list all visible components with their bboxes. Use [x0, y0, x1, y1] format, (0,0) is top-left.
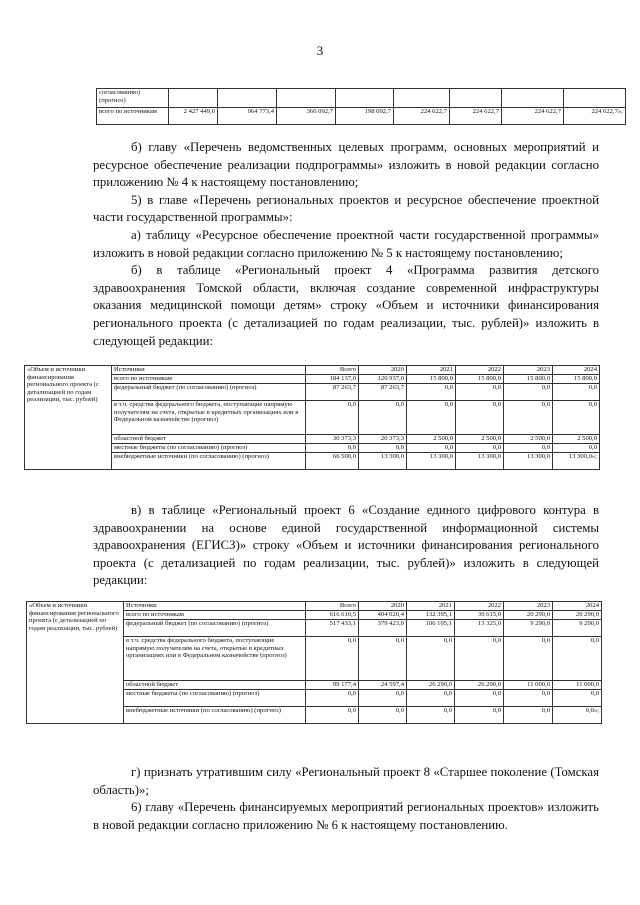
row-label: в т.ч. средства федерального бюджета, поступающие напрямую получателям на счета, открытые в кредитных организациях или в Федеральном казначействе (прогноз)	[112, 401, 306, 435]
paragraph: в) в таблице «Региональный проект 6 «Создание единого цифрового контура в здравоохранении на основе единой государственной информационной системы здравоохранения (ЕГИСЗ)» строку «Объем и источники финансирования регионального проекта (с детализацией по годам реализации, тыс. рублей)» изложить в следующей редакции:	[93, 503, 599, 588]
cell-value: 0,0	[359, 401, 407, 435]
column-header: 2023	[504, 366, 553, 375]
cell-value: 0,0	[553, 401, 600, 435]
cell-value: 198 092,7	[336, 108, 394, 125]
column-header: 2024	[553, 602, 602, 611]
cell-value: 15 800,0	[504, 375, 553, 384]
paragraph: 5) в главе «Перечень региональных проектов и ресурсное обеспечение проектной части государственной программы»:	[93, 192, 599, 225]
cell-value: 0,0	[504, 401, 553, 435]
cell-value: 0,0	[455, 637, 504, 681]
cell-value: 2 500,0	[407, 435, 456, 444]
column-header: Источники	[112, 366, 306, 375]
cell-value: 66 500,0	[306, 453, 359, 470]
cell-value: 0,0	[306, 690, 359, 707]
row-label: федеральный бюджет (по согласованию) (прогноз)	[124, 620, 306, 637]
cell-value: 0,0	[306, 637, 359, 681]
cell-value: 0,0	[504, 384, 553, 401]
cell-value: 15 800,0	[553, 375, 600, 384]
cell-value: 0,0	[455, 690, 504, 707]
cell-value: 20 290,0	[504, 611, 553, 620]
cell-value: 20 290,0	[553, 611, 602, 620]
cell-value: 2 500,0	[553, 435, 600, 444]
cell-value: 366 092,7	[277, 108, 336, 125]
row-label: согласованию) (прогноз)	[97, 89, 169, 108]
cell-value: 0,0	[306, 707, 359, 724]
row-label: местные бюджеты (по согласованию) (прогноз)	[124, 690, 306, 707]
cell-value: 0,0	[553, 444, 600, 453]
row-label: всего по источникам	[97, 108, 169, 125]
cell-value: 0,0»;	[553, 707, 602, 724]
cell-value: 13 300,0	[456, 453, 504, 470]
cell-value: 106 105,1	[407, 620, 455, 637]
paragraph: б) в таблице «Региональный проект 4 «Программа развития детского здравоохранения Томской области, включая создание современной инфраструктуры оказания медицинской помощи детям» строку «Объем и источники финансирования регионального проекта (с детализацией по годам реализации, тыс. рублей)» изложить в следующей редакции:	[93, 263, 599, 348]
cell-value: 30 373,3	[306, 435, 359, 444]
column-header: 2022	[456, 366, 504, 375]
cell-value: 517 433,1	[306, 620, 359, 637]
cell-value: 13 325,0	[455, 620, 504, 637]
cell-value: 9 290,0	[553, 620, 602, 637]
row-label: всего по источникам	[112, 375, 306, 384]
left-label: «Объем и источники финансирования регионального проекта (с детализацией по годам реализации, тыс. рублей)	[25, 366, 112, 470]
row-label: внебюджетные источники (по согласованию) (прогноз)	[112, 453, 306, 470]
row-label: федеральный бюджет (по согласованию) (прогноз)	[112, 384, 306, 401]
row-label: внебюджетные источники (по согласованию) (прогноз)	[124, 707, 306, 724]
column-header: Всего	[306, 602, 359, 611]
page-number: 3	[316, 43, 324, 58]
cell-value: 2 500,0	[456, 435, 504, 444]
column-header: Всего	[306, 366, 359, 375]
row-label: всего по источникам	[124, 611, 306, 620]
column-header: Источники	[124, 602, 306, 611]
cell-value: 13 300,0»;	[553, 453, 600, 470]
cell-value: 11 000,0	[504, 681, 553, 690]
cell-value: 99 177,4	[306, 681, 359, 690]
cell-value: 26 290,0	[407, 681, 455, 690]
cell-value: 13 300,0	[504, 453, 553, 470]
column-header: 2020	[359, 366, 407, 375]
cell-value: 15 800,0	[407, 375, 456, 384]
cell-value: 24 597,4	[359, 681, 407, 690]
column-header: 2022	[455, 602, 504, 611]
cell-value: 224 622,7	[394, 108, 450, 125]
cell-value: 0,0	[407, 690, 455, 707]
paragraph: г) признать утратившим силу «Региональный проект 8 «Старшее поколение (Томская область)»;	[93, 765, 599, 797]
cell-value: 132 395,1	[407, 611, 455, 620]
cell-value: 0,0	[359, 690, 407, 707]
cell-value: 0,0	[553, 384, 600, 401]
cell-value: 0,0	[359, 637, 407, 681]
cell-value: 224 622,7	[450, 108, 502, 125]
finance-table-project-6	[26, 601, 602, 724]
cell-value: 224 622,7	[502, 108, 564, 125]
column-header: 2021	[407, 366, 456, 375]
cell-value: 13 300,0	[359, 453, 407, 470]
paragraph: 6) главу «Перечень финансируемых мероприятий региональных проектов» изложить в новой редакции согласно приложению № 6 к настоящему постановлению.	[93, 800, 599, 832]
cell-value: 379 423,0	[359, 620, 407, 637]
cell-value: 0,0	[359, 444, 407, 453]
cell-value: 9 290,0	[504, 620, 553, 637]
cell-value: 0,0	[455, 707, 504, 724]
cell-value: 616 610,5	[306, 611, 359, 620]
cell-value: 0,0	[306, 444, 359, 453]
cell-value: 87 263,7	[359, 384, 407, 401]
cell-value: 0,0	[306, 401, 359, 435]
cell-value: 0,0	[407, 707, 455, 724]
cell-value: 0,0	[504, 707, 553, 724]
finance-table-project-4	[24, 365, 600, 470]
cell-value: 0,0	[504, 444, 553, 453]
cell-value: 0,0	[407, 637, 455, 681]
row-label: областной бюджет	[112, 435, 306, 444]
cell-value: 0,0	[456, 401, 504, 435]
cell-value: 120 937,0	[359, 375, 407, 384]
text-block-b	[93, 502, 599, 590]
row-label: областной бюджет	[124, 681, 306, 690]
cell-value: 87 263,7	[306, 384, 359, 401]
cell-value: 224 622,7»;	[564, 108, 626, 125]
cell-value: 39 615,0	[455, 611, 504, 620]
cell-value: 0,0	[553, 690, 602, 707]
cell-value: 184 137,0	[306, 375, 359, 384]
cell-value: 0,0	[359, 707, 407, 724]
column-header: 2021	[407, 602, 455, 611]
cell-value: 0,0	[504, 690, 553, 707]
cell-value: 0,0	[407, 384, 456, 401]
cell-value: 26 290,0	[455, 681, 504, 690]
text-block-a	[93, 139, 599, 350]
cell-value: 0,0	[553, 637, 602, 681]
column-header: 2023	[504, 602, 553, 611]
cell-value: 20 373,3	[359, 435, 407, 444]
continuation-table	[96, 88, 626, 125]
cell-value: 0,0	[407, 444, 456, 453]
cell-value: 0,0	[504, 637, 553, 681]
cell-value: 11 000,0	[553, 681, 602, 690]
paragraph: б) главу «Перечень ведомственных целевых программ, основных мероприятий и ресурсное обеспечение реализации подпрограммы» изложить в новой редакции согласно приложению № 4 к настоящему постановлению;	[93, 140, 599, 190]
column-header: 2024	[553, 366, 600, 375]
left-label: «Объем и источники финансирования регионального проекта (с детализацией по годам реализации, тыс. рублей)	[27, 602, 124, 724]
row-label: местные бюджеты (по согласованию) (прогноз)	[112, 444, 306, 453]
cell-value: 2 500,0	[504, 435, 553, 444]
cell-value: 0,0	[456, 444, 504, 453]
cell-value: 964 773,4	[218, 108, 277, 125]
column-header: 2020	[359, 602, 407, 611]
row-label: в т.ч. средства федерального бюджета, поступающие напрямую получателям на счета, открытые в кредитных организациях или в Федеральном казначействе (прогноз)	[124, 637, 306, 681]
cell-value: 13 300,0	[407, 453, 456, 470]
cell-value: 15 800,0	[456, 375, 504, 384]
cell-value: 0,0	[407, 401, 456, 435]
text-block-c	[93, 764, 599, 834]
cell-value: 404 020,4	[359, 611, 407, 620]
cell-value: 0,0	[456, 384, 504, 401]
paragraph: а) таблицу «Ресурсное обеспечение проектной части государственной программы» изложить в новой редакции согласно приложению № 5 к настоящему постановлению;	[93, 227, 599, 260]
cell-value: 2 427 449,6	[169, 108, 218, 125]
